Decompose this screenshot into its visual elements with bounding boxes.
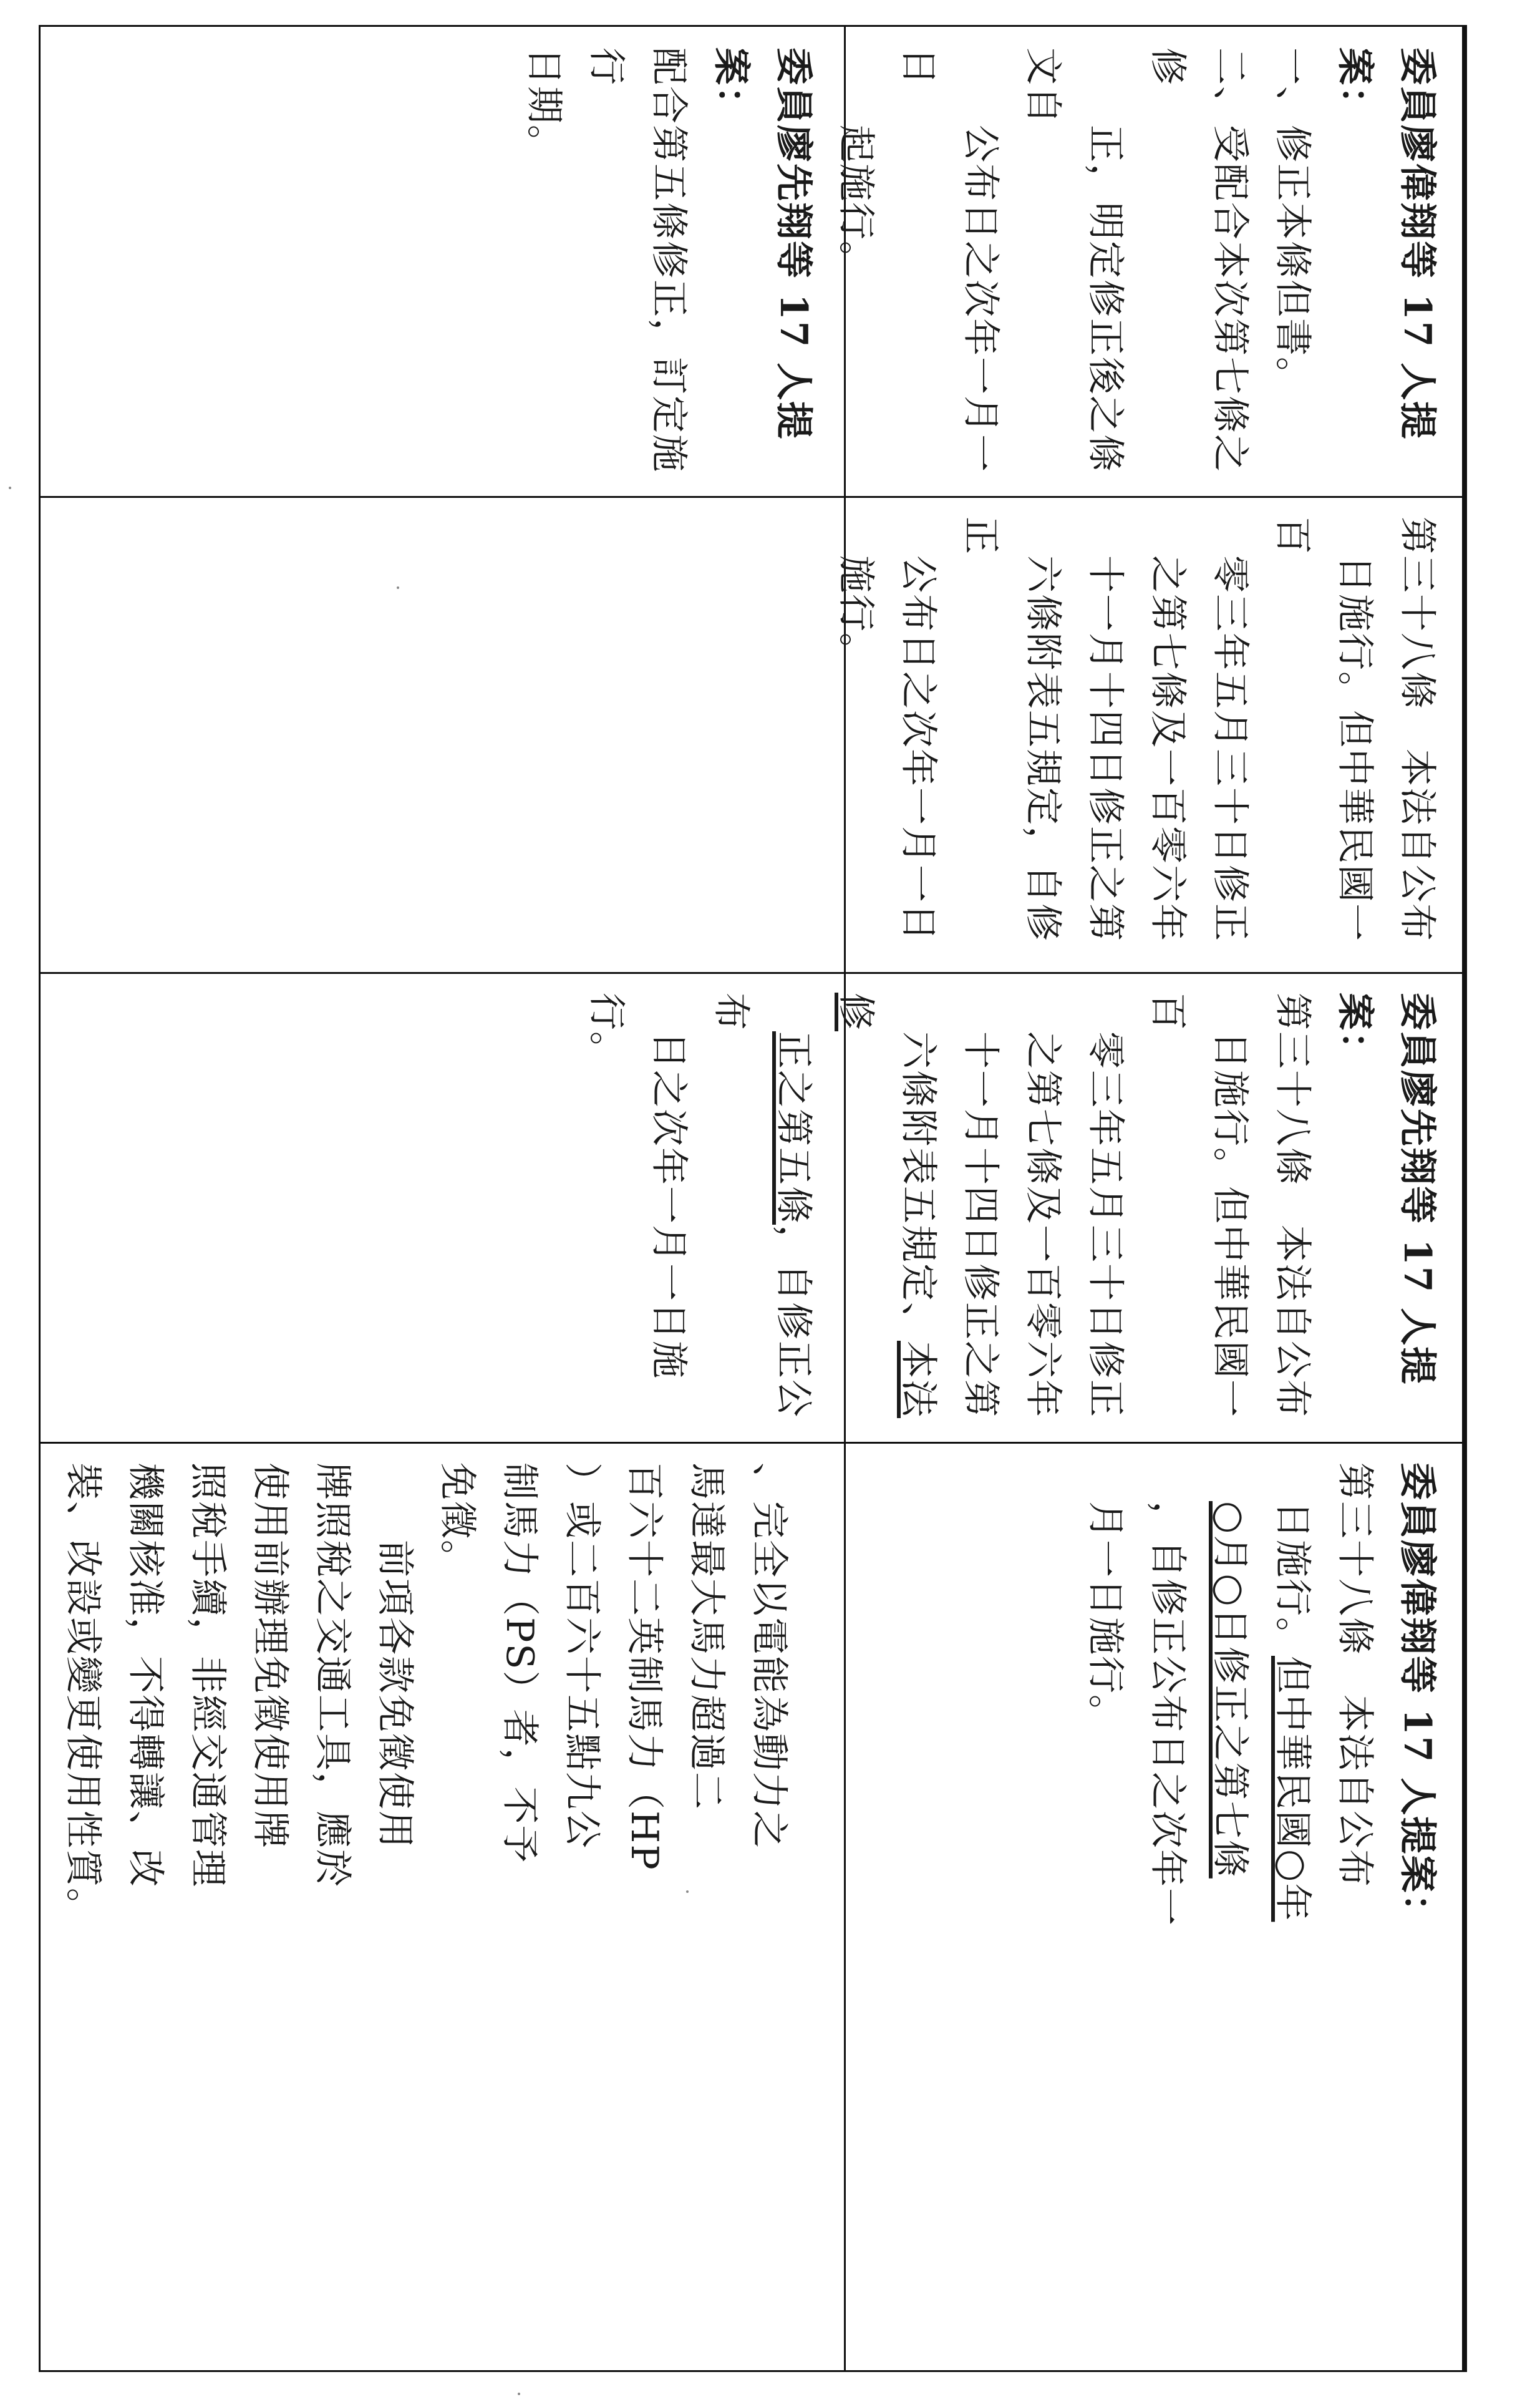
proposal-line: 零三年五月三十日修正	[1083, 993, 1127, 1418]
law-line: 日施行。但中華民國一百	[1271, 517, 1377, 942]
note-line: 日期。	[522, 47, 566, 163]
note-line: 一、修正本條但書。	[1271, 47, 1314, 396]
proposal-line: 第三十八條 本法自公布	[1271, 993, 1314, 1418]
cell-proposal-liao-xianxiang	[584, 974, 1462, 1442]
proposal-line: 日施行。但中華民國○年	[1271, 1462, 1314, 1922]
scan-speck	[9, 487, 11, 489]
note-line: 公布日之次年一月一日	[896, 47, 1002, 473]
cell-current-law	[834, 498, 1462, 972]
comparison-table	[39, 25, 1467, 2372]
law-line: 零三年五月三十日修正	[1208, 517, 1252, 942]
proposal-title: 委員廖偉翔等 17 人提案：	[1333, 47, 1439, 440]
cell-proposal-liao-weixiang	[846, 1444, 1462, 2371]
continuation-line: 使用前辦理免徵使用牌	[248, 1462, 292, 1849]
proposal-line: 正之第五條，自修正公布	[709, 993, 815, 1418]
scan-speck	[518, 2393, 520, 2395]
cell-amendment-note	[522, 29, 1462, 496]
note-line: 正，明定修正後之條文自	[1021, 47, 1127, 473]
continuation-line: 裝、改設或變更使用性質。	[61, 1462, 105, 1927]
cell-continuation-text	[42, 1444, 844, 2371]
law-line: 第三十八條 本法自公布	[1395, 517, 1439, 942]
proposal-title: 委員廖偉翔等 17 人提案：	[1395, 1462, 1439, 1933]
proposal-line: ，自修正公布日之次年一	[1146, 1462, 1189, 1927]
continuation-line: ）或二百六十五點九公	[560, 1462, 604, 1849]
amended-text: 但中華民國○年	[1271, 1656, 1314, 1922]
continuation-line: 前項各款免徵使用	[373, 1462, 417, 1849]
note-line: 配合第五條修正，訂定施行	[584, 47, 690, 473]
continuation-line: 免徵。	[435, 1462, 479, 1578]
continuation-line: 機關核准，不得轉讓、改	[123, 1462, 167, 1888]
proposal-line: 六條附表五規定、本法修	[834, 993, 940, 1418]
continuation-line: 制馬力（PS）者，不予	[498, 1462, 541, 1864]
proposal-line: 第三十八條 本法自公布	[1333, 1462, 1377, 1888]
amended-text: 本法修	[834, 993, 940, 1418]
law-line: 施行。	[834, 517, 878, 671]
proposal-line: 日之次年一月一日施行。	[584, 993, 690, 1379]
law-line: 十一月十四日修正之第	[1083, 517, 1127, 942]
continuation-line: 百六十二英制馬力（HP	[622, 1462, 666, 1871]
law-line: 公布日之次年一月一日	[896, 517, 940, 942]
scan-speck	[686, 1890, 689, 1893]
continuation-line: 、完全以電能為動力之	[747, 1462, 791, 1849]
proposal-line: 日施行。但中華民國一百	[1146, 993, 1252, 1418]
continuation-line: 馬達最大馬力超過二	[685, 1462, 729, 1811]
law-line: 六條附表五規定，自修正	[959, 517, 1065, 942]
note-line: 二、受配合本次第七條之修	[1146, 47, 1252, 473]
proposal-line: 十一月十四日修正之第	[959, 993, 1002, 1418]
proposal-line: 之第七條及一百零六年	[1021, 993, 1065, 1418]
continuation-line: 牌照稅之交通工具，應於	[311, 1462, 354, 1888]
continuation-line: 照稅手續，非經交通管理	[186, 1462, 230, 1888]
proposal-title: 委員廖先翔等 17 人提案：	[1333, 993, 1439, 1386]
amended-text: ○月○日修正之第七條	[1208, 1501, 1252, 1879]
law-line: 之第七條及一百零六年	[1146, 517, 1189, 942]
scan-speck	[397, 586, 399, 589]
proposal-title: 委員廖先翔等 17 人提案：	[709, 47, 815, 440]
note-line: 起施行。	[834, 47, 878, 280]
proposal-line	[1199, 1462, 1261, 2352]
proposal-line: 月一日施行。	[1083, 1462, 1127, 1733]
amended-text: 正之第五條	[772, 1031, 815, 1225]
